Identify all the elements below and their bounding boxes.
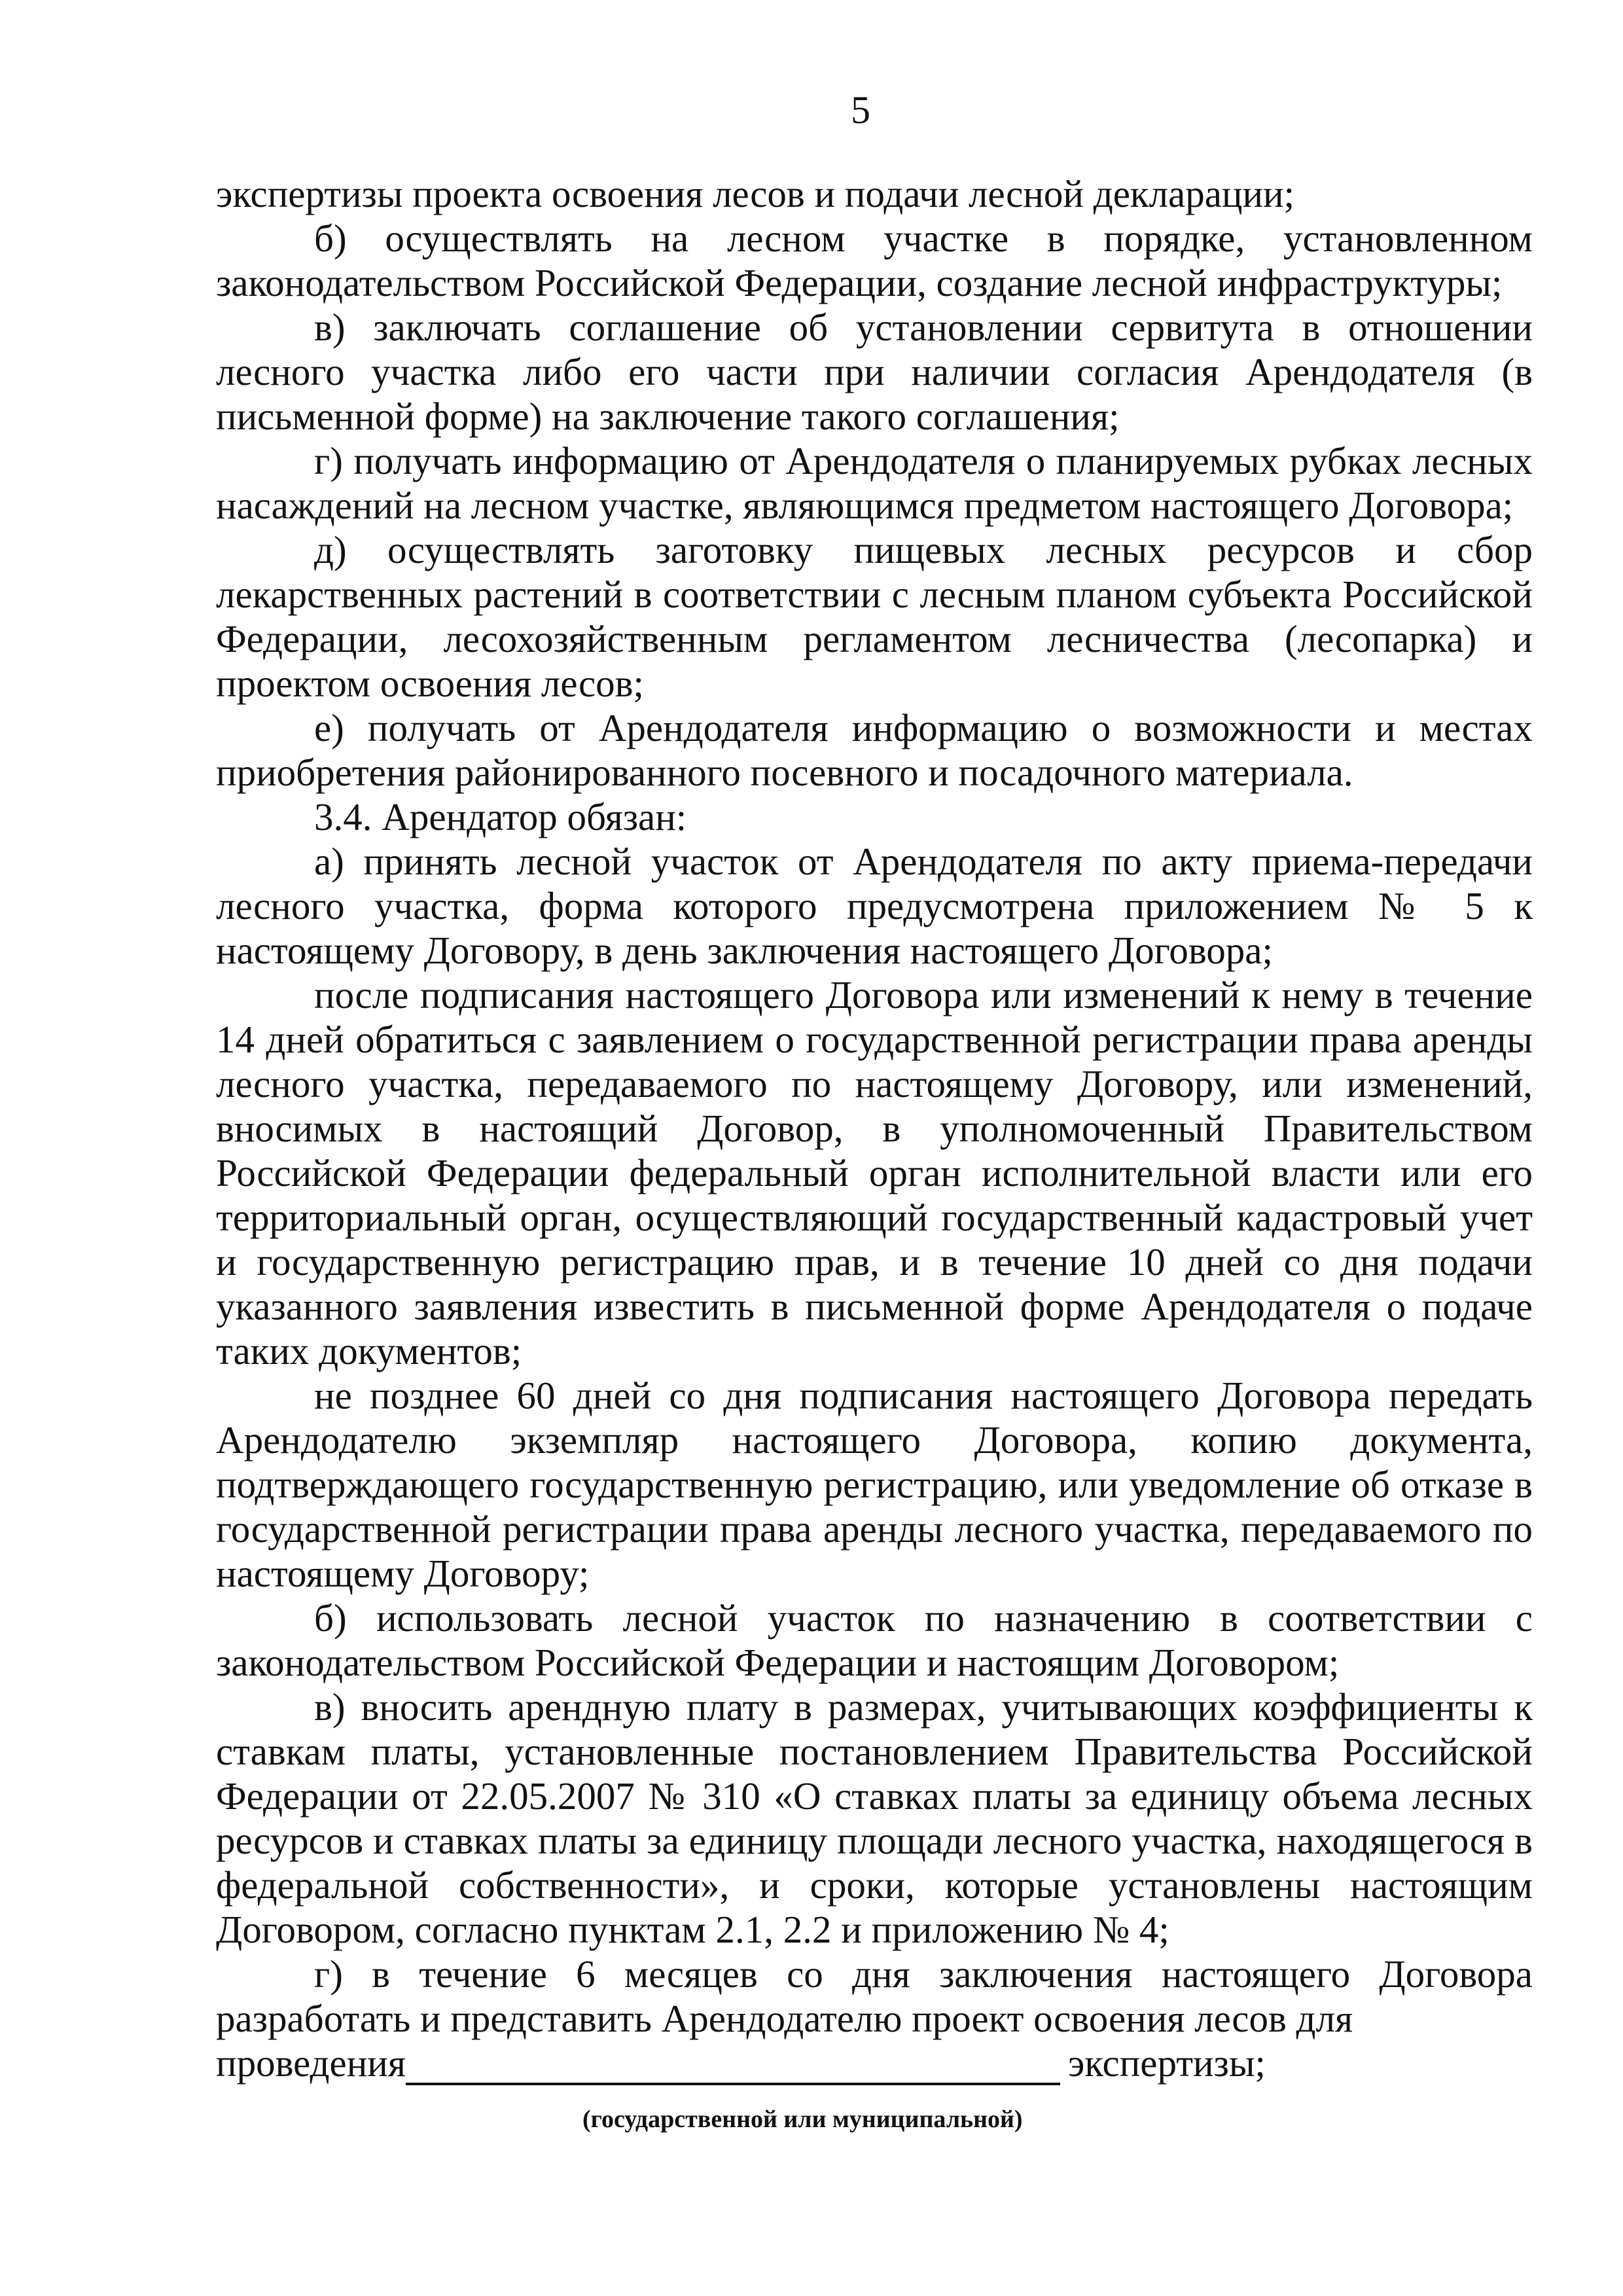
paragraph-5: д) осуществлять заготовку пищевых лесных ресурсов и сбор лекарственных растений в соответствии с лесным планом субъекта Российской Федерации, лесохозяйственным регламентом лесничества (лесопарка) и проектом освоения лесов; — [216, 528, 1533, 705]
document-body — [216, 171, 1533, 2085]
expertise-suffix: экспертизы; — [1068, 2041, 1266, 2085]
paragraph-11: б) использовать лесной участок по назначению в соответствии с законодательством Российской Федерации и настоящим Договором; — [216, 1596, 1533, 1684]
paragraph-3: в) заключать соглашение об установлении сервитута в отношении лесного участка либо его части при наличии согласия Арендодателя (в письменной форме) на заключение такого соглашения; — [216, 306, 1533, 438]
paragraph-4: г) получать информацию от Арендодателя о планируемых рубках лесных насаждений на лесном участке, являющимся предметом настоящего Договора; — [216, 439, 1533, 527]
page-number: 5 — [851, 88, 870, 132]
paragraph-7: 3.4. Арендатор обязан: — [314, 795, 687, 838]
paragraph-8: а) принять лесной участок от Арендодателя по акту приема-передачи лесного участка, форма которого предусмотрена приложением № 5 к настоящему Договору, в день заключения настоящего Договора; — [216, 840, 1533, 972]
expertise-line — [216, 2041, 1533, 2085]
paragraph-2: б) осуществлять на лесном участке в порядке, установленном законодательством Российской Федерации, создание лесной инфраструктуры; — [216, 217, 1533, 304]
paragraph-13: г) в течение 6 месяцев со дня заключения настоящего Договора разработать и представить Арендодателю проект освоения лесов для — [216, 1952, 1533, 2040]
paragraph-1: экспертизы проекта освоения лесов и подачи лесной декларации; — [216, 172, 1295, 215]
paragraph-9: после подписания настоящего Договора или изменений к нему в течение 14 дней обратиться с заявлением о государственной регистрации права аренды лесного участка, передаваемого по настоящему Договору, или изменений, вносимых в настоящий Договор, в уполномоченный Правительством Российской Федерации федеральный орган исполнительной власти или его территориальный орган, осуществляющий государственный кадастровый учет и государственную регистрацию прав, и в течение 10 дней со дня подачи указанного заявления известить в письменной форме Арендодателя о подаче таких документов; — [216, 973, 1533, 1372]
expertise-hint: (государственной или муниципальной) — [582, 2106, 1023, 2133]
expertise-blank-field — [406, 2049, 1060, 2085]
paragraph-10: не позднее 60 дней со дня подписания настоящего Договора передать Арендодателю экземпляр настоящего Договора, копию документа, подтверждающего государственную регистрацию, или уведомление об отказе в государственной регистрации права аренды лесного участка, передаваемого по настоящему Договору; — [216, 1374, 1533, 1595]
expertise-prefix: проведения — [216, 2041, 406, 2085]
paragraph-12: в) вносить арендную плату в размерах, учитывающих коэффициенты к ставкам платы, установленные постановлением Правительства Российской Федерации от 22.05.2007 № 310 «О ставках платы за единицу объема лесных ресурсов и ставках платы за единицу площади лесного участка, находящегося в федеральной собственности», и сроки, которые установлены настоящим Договором, согласно пунктам 2.1, 2.2 и приложению № 4; — [216, 1685, 1533, 1951]
paragraph-6: е) получать от Арендодателя информацию о возможности и местах приобретения районированного посевного и посадочного материала. — [216, 706, 1533, 794]
